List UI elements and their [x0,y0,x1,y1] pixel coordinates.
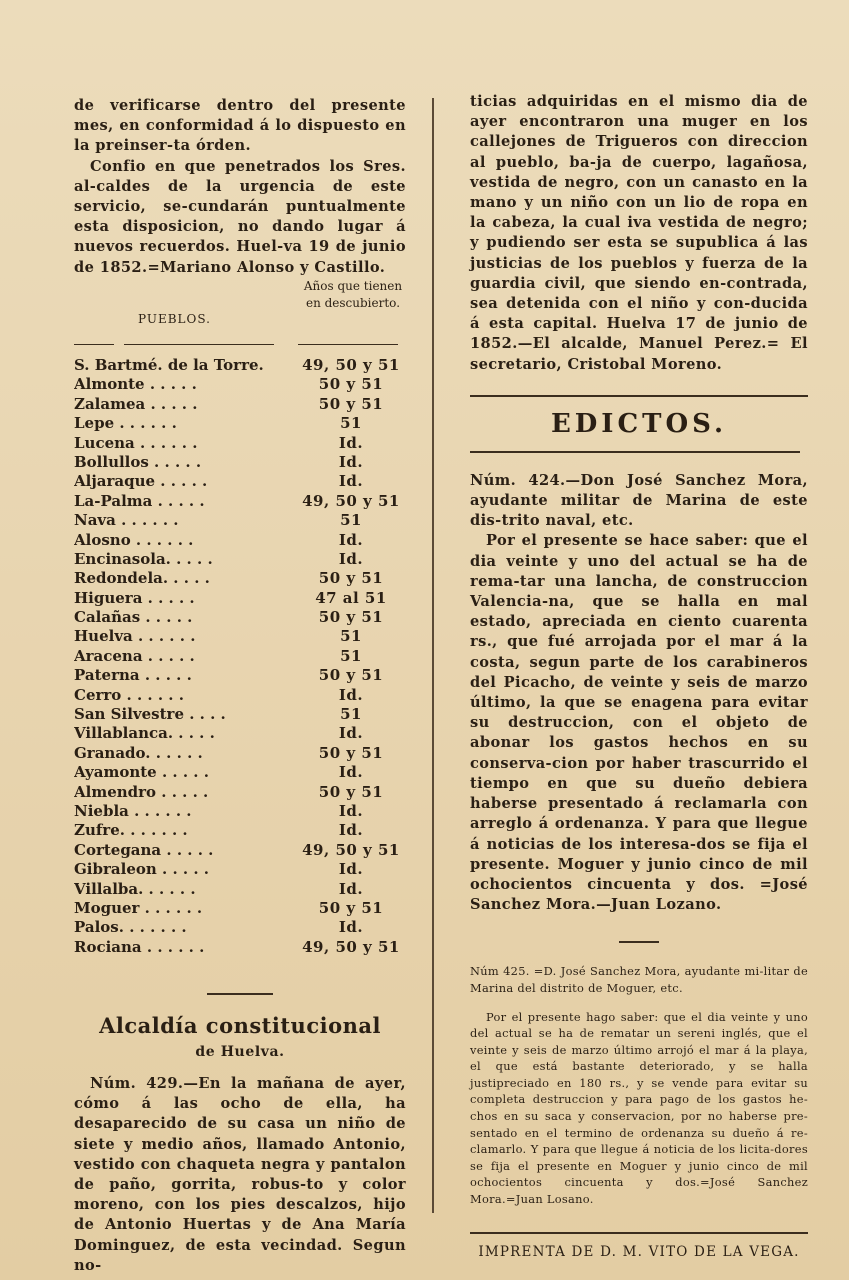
town-name: Higuera . . . . . [74,588,195,607]
table-row [74,608,406,627]
town-name: Huelva . . . . . . [74,627,196,646]
edict-424-heading: Núm. 424.—Don José Sanchez Mora, ayudante militar de Marina de este dis-trito naval, etc. [470,471,808,530]
years-owed: Id. [338,821,364,840]
years-owed: 50 y 51 [318,608,384,627]
years-owed: Id. [338,918,364,937]
town-name: Encinasola. . . . . [74,549,213,568]
town-name: Ayamonte . . . . . [74,763,209,782]
table-row [74,860,406,879]
town-name: Bollullos . . . . . [74,452,202,471]
column-divider [432,98,434,1213]
towns-table [74,356,406,957]
years-owed: Id. [338,724,364,743]
years-owed: Id. [338,879,364,898]
town-name: Gibraleon . . . . . [74,860,209,879]
town-name: Rociana . . . . . . [74,937,205,956]
notice-429: Núm. 429.—En la mañana de ayer, cómo á las ocho de ella, ha desaparecido de su casa un niño de siete y medio años, llamado Antonio, vestido con chaqueta negra y pantalon de paño, gorrita, robus-to y color moreno, con los pies descalzos, hijo de Antonio Huertas y de Ana María Dominguez, de esta vecindad. Segun no- [74,1074,406,1274]
table-row [74,705,406,724]
town-name: Cerro . . . . . . [74,685,184,704]
section-divider [619,941,659,943]
table-row [74,938,406,957]
town-name: Paterna . . . . . [74,666,192,685]
table-row [74,724,406,743]
years-owed: 50 y 51 [318,898,384,917]
years-owed: Id. [338,802,364,820]
table-row [74,685,406,704]
table-row [74,472,406,491]
paragraph-confio: Confio en que penetrados los Sres. al-caldes de la urgencia de este servicio, se-cundarán puntualmente esta disposicion, no dando lugar á nuevos recuerdos. Huel-va 19 de junio de 1852.=Mariano Alonso y Castillo. [74,157,406,276]
right-column [470,92,808,1260]
town-name: Zufre. . . . . . . [74,821,188,840]
years-owed: Id. [338,452,364,471]
years-owed: 51 [340,511,362,530]
rule [298,344,398,345]
table-row [74,569,406,588]
town-name: Aljaraque . . . . . [74,472,208,491]
town-name: Niebla . . . . . . [74,802,192,820]
years-owed: Id. [338,860,364,879]
rule [124,344,274,345]
rule [74,344,114,345]
edict-425-heading: Núm 425. =D. José Sanchez Mora, ayudante mi-litar de Marina del distrito de Moguer, etc. [470,964,808,995]
table-row [74,356,406,375]
imprint-divider [470,1232,808,1234]
paragraph-intro: de verificarse dentro del presente mes, en conformidad á lo dispuesto en la preinser-ta órden. [74,97,406,155]
edictos-heading: EDICTOS. [550,408,728,439]
years-owed: 50 y 51 [318,782,384,801]
town-name: Aracena . . . . . [74,646,195,665]
years-owed: Id. [338,472,364,491]
town-name: Palos. . . . . . . [74,918,187,937]
table-row [74,763,406,782]
years-owed: 50 y 51 [318,394,384,413]
table-row [74,627,406,646]
years-owed: 50 y 51 [318,375,384,394]
years-owed: 50 y 51 [318,743,384,762]
left-column [74,96,406,1276]
years-owed: Id. [338,530,364,549]
section-divider [470,451,800,453]
years-owed: Id. [338,685,364,704]
table-row [74,802,406,821]
table-row [74,530,406,549]
years-owed: 51 [340,414,362,433]
town-name: Lepe . . . . . . [74,414,177,433]
years-owed: 50 y 51 [318,569,384,588]
table-header-rules [74,340,406,356]
years-owed: 49, 50 y 51 [302,356,400,375]
table-row [74,550,406,569]
table-row [74,395,406,414]
table-row [74,918,406,937]
years-owed: 51 [340,646,362,665]
town-name: Moguer . . . . . . [74,898,203,917]
years-owed: Id. [338,763,364,782]
section-divider [207,993,273,995]
table-row [74,744,406,763]
header-pueblos: PUEBLOS. [138,311,211,326]
town-name: Zalamea . . . . . [74,394,198,413]
edict-425-body: Por el presente hago saber: que el dia veinte y uno del actual se ha de rematar un sereni inglés, que el veinte y seis de marzo último arrojó el mar á la playa, el que está bastante deteriorado, y se halla justipreciado en 180 rs., y se vende para evitar su completa destruccion y para pago de los gastos he-chos en su saca y conservacion, por no haberse pre-sentado en el termino de ordenanza su dueño á re-clamarlo. Y para que llegue á noticia de los licita-dores se fija el presente en Moguer y junio cinco de mil ochocientos cincuenta y dos.=José Sanchez Mora.=Juan Losano. [470,1009,808,1207]
notice-429-continued: ticias adquiridas en el mismo dia de ayer encontraron una muger en los callejones de Trigueros con direccion al pueblo, ba-ja de cuerpo, lagañosa, vestida de negro, con un canasto en la mano y un niño con un lio de ropa en la cabeza, la cual iva vestida de negro; y pudiendo ser esta se supublica á las justicias de los pueblos y fuerza de la guardia civil, que siendo en-contrada, sea detenida con el niño y con-ducida á esta capital. Huelva 17 de junio de 1852.—El alcalde, Manuel Perez.= El secretario, Cristobal Moreno. [470,93,808,373]
years-owed: 51 [340,627,362,646]
years-owed: Id. [338,549,364,568]
table-row [74,841,406,860]
town-name: Almendro . . . . . [74,782,209,801]
town-name: S. Bartmé. de la Torre. [74,356,264,375]
town-name: Calañas . . . . . [74,608,193,627]
section-divider [470,395,808,397]
town-name: Alosno . . . . . . [74,530,194,549]
table-row [74,899,406,918]
years-owed: 50 y 51 [318,666,384,685]
alcaldia-heading: Alcaldía constitucional [99,1012,381,1038]
table-row [74,589,406,608]
years-owed: 49, 50 y 51 [302,937,400,956]
alcaldia-subheading: de Huelva. [195,1043,285,1060]
town-name: Granado. . . . . . [74,743,203,762]
town-name: Villalba. . . . . . [74,879,196,898]
table-row [74,782,406,801]
town-name: Lucena . . . . . . [74,433,198,452]
town-name: Nava . . . . . . [74,511,179,530]
table-row [74,511,406,530]
table-row [74,879,406,898]
imprint: IMPRENTA DE D. M. VITO DE LA VEGA. [478,1243,800,1260]
town-name: Villablanca. . . . . [74,724,215,743]
years-owed: 51 [340,705,362,724]
header-anos: Años que tienen en descubierto. [303,278,403,310]
table-row [74,433,406,452]
town-name: Redondela. . . . . [74,569,210,588]
table-header [74,278,406,340]
table-row [74,414,406,433]
town-name: La-Palma . . . . . [74,491,205,510]
table-row [74,492,406,511]
table-row [74,647,406,666]
years-owed: 49, 50 y 51 [302,491,400,510]
years-owed: 47 al 51 [315,588,387,607]
years-owed: Id. [338,433,364,452]
edict-424-body: Por el presente se hace saber: que el dia veinte y uno del actual se ha de rema-tar una lancha, de construccion Valencia-na, que se halla en mal estado, apreciada en ciento cuarenta rs., que fué arrojada por el mar á la costa, segun parte de los carabineros del Picacho, de veinte y seis de marzo último, la que se enagena para evitar su destruccion, con el objeto de abonar los gastos hechos en su conserva-cion por haber trascurrido el tiempo en que su dueño debiera haberse presentado á reclamarla con arreglo á ordenanza. Y para que llegue á noticias de los interesa-dos se fija el presente. Moguer y junio cinco de mil ochocientos cincuenta y dos. =José Sanchez Mora.—Juan Lozano. [470,532,808,914]
town-name: Almonte . . . . . [74,375,197,394]
town-name: San Silvestre . . . . [74,705,226,724]
table-row [74,375,406,394]
years-owed: 49, 50 y 51 [302,840,400,859]
town-name: Cortegana . . . . . [74,840,214,859]
table-row [74,453,406,472]
table-row [74,666,406,685]
table-row [74,821,406,840]
